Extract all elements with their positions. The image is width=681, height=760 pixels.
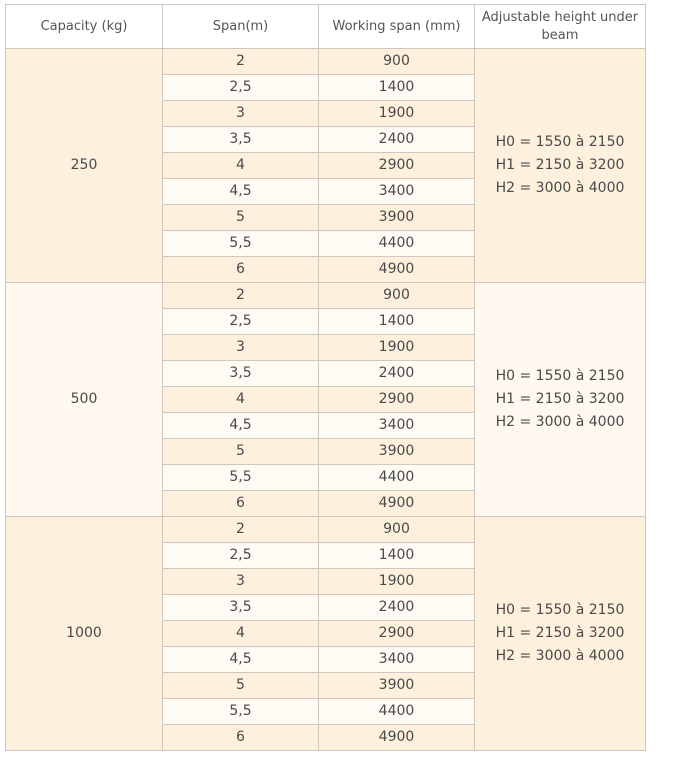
span-cell: 6: [163, 725, 319, 751]
header-row: [6, 5, 646, 49]
capacity-cell: 500: [6, 283, 163, 517]
span-cell: 4: [163, 387, 319, 413]
adjustable-height-cell: [475, 283, 646, 517]
table-row: [6, 49, 646, 75]
span-cell: 4: [163, 621, 319, 647]
span-cell: 3,5: [163, 361, 319, 387]
capacity-group: [6, 49, 646, 283]
span-cell: 3,5: [163, 595, 319, 621]
height-range: H1 = 2150 à 3200: [495, 391, 625, 407]
capacity-group: [6, 283, 646, 517]
span-cell: 4,5: [163, 647, 319, 673]
working-span-cell: 3900: [319, 439, 475, 465]
span-cell: 4,5: [163, 179, 319, 205]
working-span-cell: 1400: [319, 543, 475, 569]
header-capacity: Capacity (kg): [6, 5, 163, 49]
working-span-cell: 4900: [319, 725, 475, 751]
working-span-cell: 3400: [319, 179, 475, 205]
height-range: H0 = 1550 à 2150: [495, 368, 625, 384]
capacity-table: [5, 4, 646, 751]
working-span-cell: 1400: [319, 75, 475, 101]
working-span-cell: 1400: [319, 309, 475, 335]
capacity-cell: 250: [6, 49, 163, 283]
span-cell: 3,5: [163, 127, 319, 153]
span-cell: 2,5: [163, 75, 319, 101]
working-span-cell: 2900: [319, 153, 475, 179]
working-span-cell: 4900: [319, 491, 475, 517]
span-cell: 5: [163, 673, 319, 699]
span-cell: 5: [163, 439, 319, 465]
height-range: H1 = 2150 à 3200: [495, 157, 625, 173]
working-span-cell: 3900: [319, 673, 475, 699]
span-cell: 4,5: [163, 413, 319, 439]
header-span: Span(m): [163, 5, 319, 49]
height-range: H2 = 3000 à 4000: [495, 648, 625, 664]
span-cell: 4: [163, 153, 319, 179]
height-range: H2 = 3000 à 4000: [495, 180, 625, 196]
working-span-cell: 900: [319, 49, 475, 75]
working-span-cell: 2900: [319, 621, 475, 647]
span-cell: 2: [163, 283, 319, 309]
span-cell: 2: [163, 517, 319, 543]
span-cell: 5: [163, 205, 319, 231]
span-cell: 6: [163, 257, 319, 283]
table-row: [6, 283, 646, 309]
working-span-cell: 1900: [319, 569, 475, 595]
height-range: H2 = 3000 à 4000: [495, 414, 625, 430]
working-span-cell: 3400: [319, 413, 475, 439]
working-span-cell: 1900: [319, 335, 475, 361]
capacity-group: [6, 517, 646, 751]
working-span-cell: 2400: [319, 595, 475, 621]
span-cell: 5,5: [163, 465, 319, 491]
working-span-cell: 4400: [319, 699, 475, 725]
working-span-cell: 900: [319, 283, 475, 309]
height-range: H0 = 1550 à 2150: [495, 134, 625, 150]
header-adjustable-height: Adjustable height under beam: [475, 5, 646, 49]
working-span-cell: 1900: [319, 101, 475, 127]
working-span-cell: 2900: [319, 387, 475, 413]
header-working-span: Working span (mm): [319, 5, 475, 49]
span-cell: 5,5: [163, 231, 319, 257]
span-cell: 3: [163, 101, 319, 127]
span-cell: 6: [163, 491, 319, 517]
adjustable-height-cell: [475, 517, 646, 751]
working-span-cell: 3900: [319, 205, 475, 231]
span-cell: 5,5: [163, 699, 319, 725]
span-cell: 3: [163, 569, 319, 595]
capacity-cell: 1000: [6, 517, 163, 751]
working-span-cell: 2400: [319, 361, 475, 387]
working-span-cell: 2400: [319, 127, 475, 153]
working-span-cell: 4900: [319, 257, 475, 283]
span-cell: 2,5: [163, 543, 319, 569]
working-span-cell: 4400: [319, 231, 475, 257]
span-cell: 2,5: [163, 309, 319, 335]
height-range: H1 = 2150 à 3200: [495, 625, 625, 641]
span-cell: 2: [163, 49, 319, 75]
working-span-cell: 900: [319, 517, 475, 543]
height-range: H0 = 1550 à 2150: [495, 602, 625, 618]
working-span-cell: 3400: [319, 647, 475, 673]
working-span-cell: 4400: [319, 465, 475, 491]
adjustable-height-cell: [475, 49, 646, 283]
span-cell: 3: [163, 335, 319, 361]
table-row: [6, 517, 646, 543]
